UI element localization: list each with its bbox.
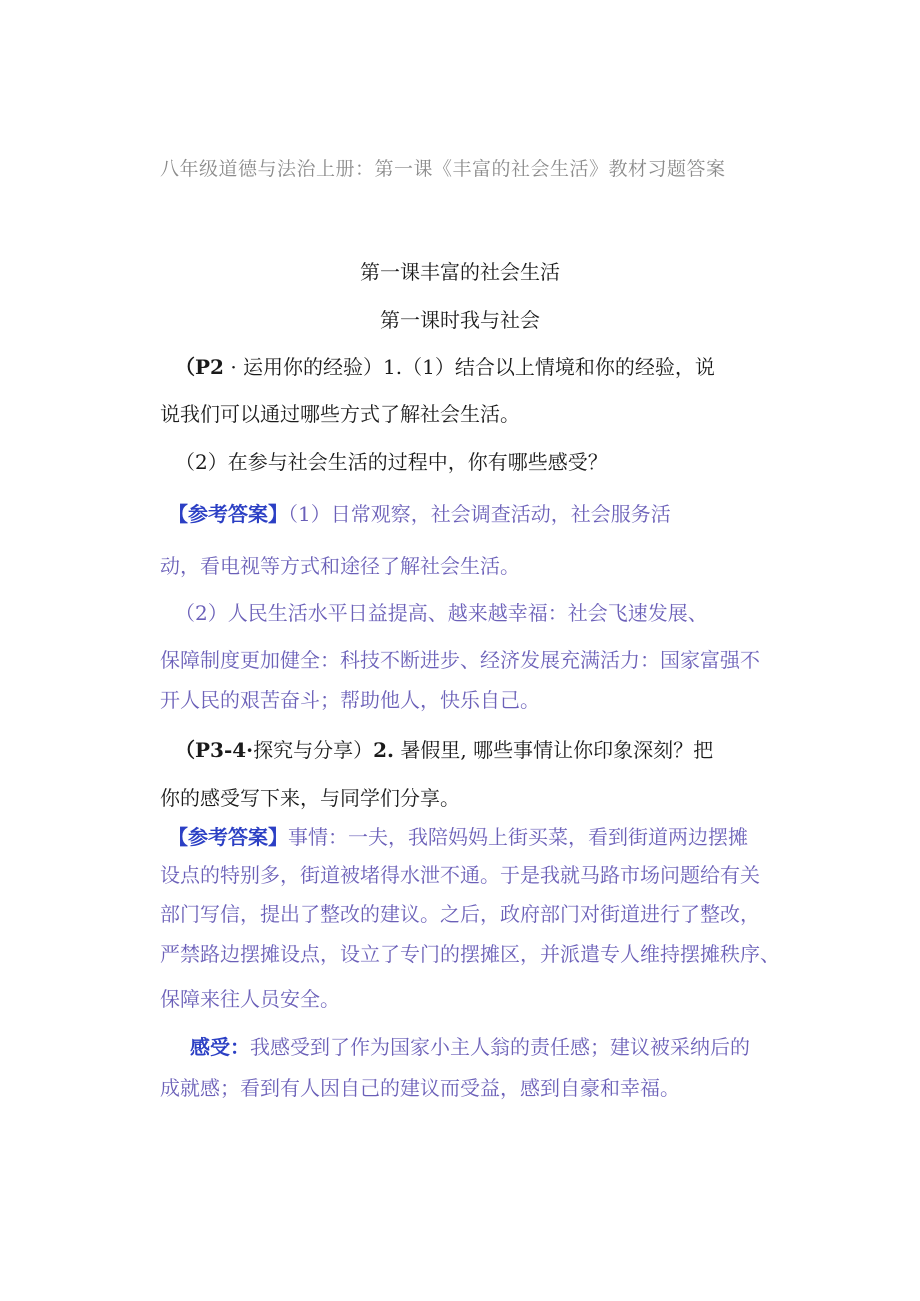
answer-2-line-4: 严禁路边摆摊设点，设立了专门的摆摊区，并派遣专人维持摆摊秩序、 <box>160 942 780 966</box>
feeling-text: 我感受到了作为国家小主人翁的责任感；建议被采纳后的 <box>250 1035 750 1059</box>
answer-1-line-4: 保障制度更加健全：科技不断进步、经济发展充满活力：国家富强不 <box>160 648 760 672</box>
question-1-tag: （P2 <box>175 355 224 379</box>
answer-1-line-2: 动，看电视等方式和途径了解社会生活。 <box>160 554 520 578</box>
question-2-text: 暑假里, 哪些事情让你印象深刻？把 <box>394 738 714 762</box>
answer-1-line-3: （2）人民生活水平日益提高、越来越幸福：社会飞速发展、 <box>175 601 708 625</box>
lesson-title: 第一课丰富的社会生活 <box>360 260 560 284</box>
document-title: 八年级道德与法治上册：第一课《丰富的社会生活》教材习题答案 <box>160 158 726 180</box>
answer-1-line-1 <box>168 500 671 528</box>
answer-1-line-5: 开人民的艰苦奋斗；帮助他人，快乐自己。 <box>160 688 540 712</box>
question-2-line-1 <box>175 736 713 764</box>
answer-2-line-1 <box>168 823 748 851</box>
question-1-part-2: （2）在参与社会生活的过程中，你有哪些感受？ <box>175 450 608 474</box>
answer-2-label: 【参考答案】 <box>168 825 288 849</box>
question-2-tag: （P3-4· <box>175 738 254 762</box>
feeling-line-1 <box>190 1033 750 1061</box>
question-2-number: 2. <box>373 738 395 762</box>
section-title: 第一课时我与社会 <box>380 308 540 332</box>
answer-2-line-2: 设点的特别多，街道被堵得水泄不通。于是我就马路市场问题给有关 <box>160 863 760 887</box>
answer-2-line-5: 保障来往人员安全。 <box>160 987 340 1011</box>
answer-1-label: 【参考答案】 <box>168 502 288 526</box>
question-1-line-1 <box>175 353 715 381</box>
feeling-line-2: 成就感；看到有人因自己的建议而受益，感到自豪和幸福。 <box>160 1076 680 1100</box>
question-1-line-2: 说我们可以通过哪些方式了解社会生活。 <box>160 402 520 426</box>
question-1-text: · 运用你的经验）1.（1）结合以上情境和你的经验，说 <box>223 355 715 379</box>
question-2-tag-rest: 探究与分享） <box>253 738 374 762</box>
question-2-line-2: 你的感受写下来，与同学们分享。 <box>160 786 460 810</box>
answer-2-text: 事情：一夫，我陪妈妈上街买菜，看到街道两边摆摊 <box>288 825 748 849</box>
answer-1-text: （1）日常观察，社会调查活动，社会服务活 <box>288 502 671 526</box>
answer-2-line-3: 部门写信，提出了整改的建议。之后，政府部门对街道进行了整改， <box>160 902 760 926</box>
feeling-label: 感受： <box>190 1035 250 1059</box>
